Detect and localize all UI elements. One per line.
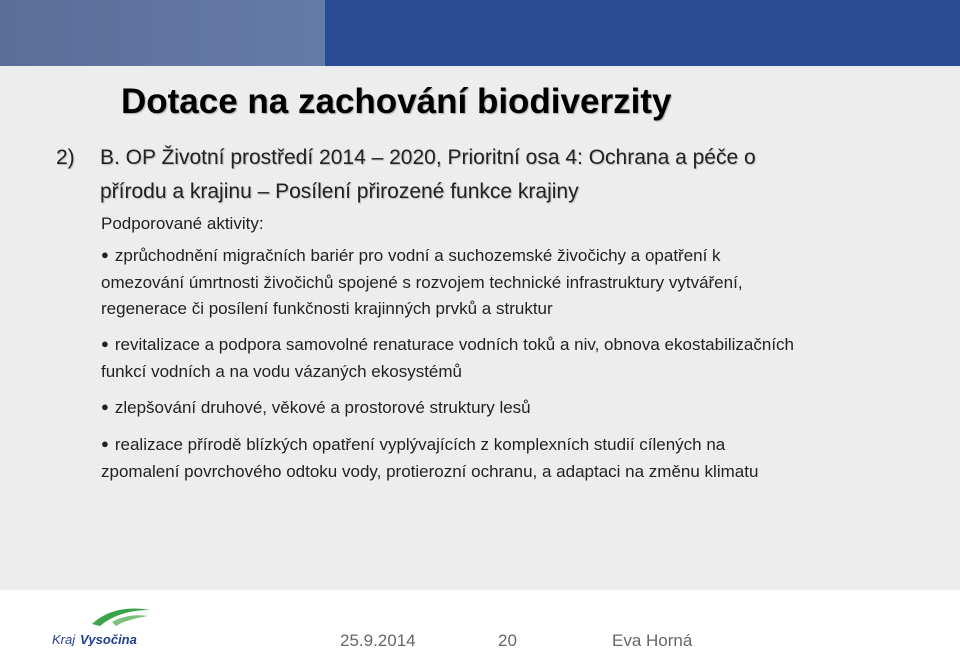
bullet-1-line-3: regenerace či posílení funkčnosti krajinných prvků a struktur [101,299,553,318]
bullet-4-line-1: realizace přírodě blízkých opatření vyplývajících z komplexních studií cílených na [114,435,726,454]
slide-footer [0,590,960,648]
logo-text-kraj: Kraj [52,632,76,646]
kraj-vysocina-logo [52,600,152,646]
activity-bullet-1 [101,243,931,322]
heading-text-line-1: B. OP Životní prostředí 2014 – 2020, Prioritní osa 4: Ochrana a péče o [100,146,756,169]
footer-date: 25.9.2014 [340,631,416,650]
supported-activities-label: Podporované aktivity: [101,214,264,233]
bullet-2-line-1: revitalizace a podpora samovolné renaturace vodních toků a niv, obnova ekostabilizačních [114,335,795,354]
bullet-1-line-1: zprůchodnění migračních bariér pro vodní a suchozemské živočichy a opatření k [114,246,721,265]
slide-title: Dotace na zachování biodiverzity [121,82,672,121]
program-heading [56,141,960,209]
footer-author: Eva Horná [612,631,693,650]
bullet-dot-icon: ● [101,336,109,351]
logo-swoosh-icon [92,609,150,626]
logo-text-vysocina: Vysočina [80,632,137,646]
top-banner [0,0,960,66]
activity-bullet-4 [101,432,931,485]
activity-bullet-2 [101,332,931,385]
bullet-4-line-2: zpomalení povrchového odtoku vody, protierozní ochranu, a adaptaci na změnu klimatu [101,462,759,481]
program-heading-line-1 [56,141,960,175]
heading-number: 2) [56,146,75,169]
top-banner-dark-segment [325,0,960,66]
top-banner-light-segment [0,0,325,66]
bullet-3-line-1: zlepšování druhové, věkové a prostorové struktury lesů [114,398,531,417]
bullet-dot-icon: ● [101,436,109,451]
bullet-dot-icon: ● [101,399,109,414]
footer-page-number: 20 [498,631,517,650]
supported-activities [101,211,931,485]
bullet-1-line-2: omezování úmrtnosti živočichů spojené s rozvojem technické infrastruktury vytváření, [101,273,743,292]
activity-bullet-3 [101,395,931,422]
bullet-2-line-2: funkcí vodních a na vodu vázaných ekosystémů [101,362,462,381]
bullet-dot-icon: ● [101,247,109,262]
program-heading-line-2: přírodu a krajinu – Posílení přirozené funkce krajiny [100,180,579,203]
